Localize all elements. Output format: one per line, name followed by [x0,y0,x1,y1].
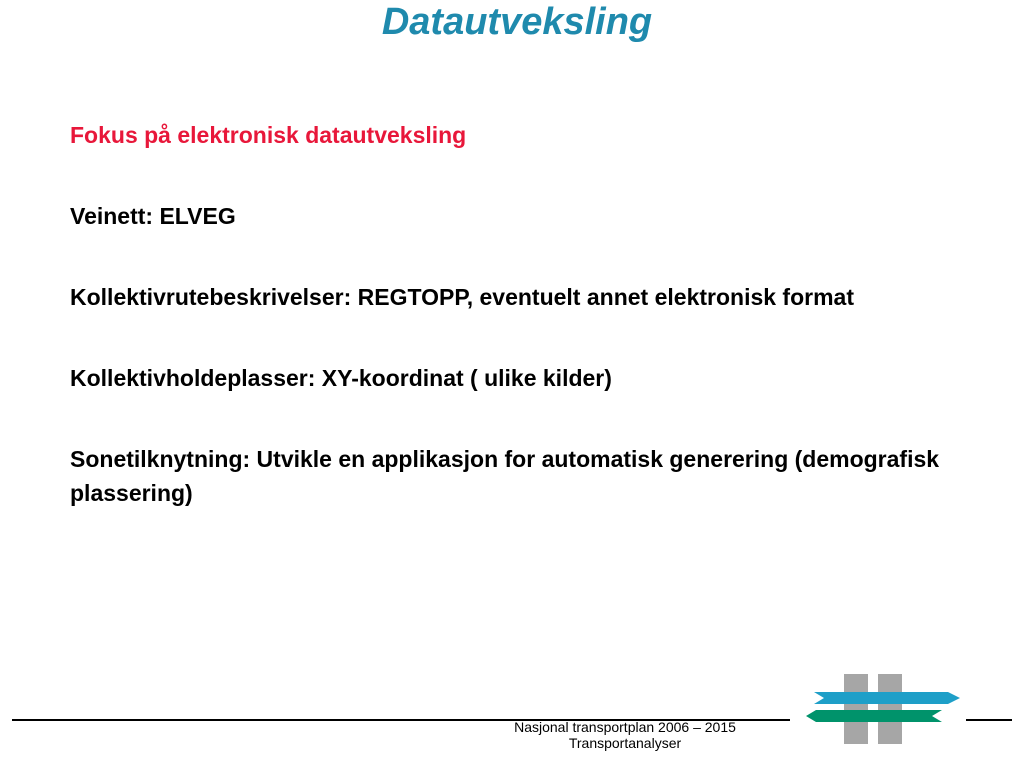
slide-title: Datautveksling [381,1,653,43]
focus-heading: Fokus på elektronisk datautveksling [70,122,467,148]
ntp-logo [792,672,964,746]
logo-gray-bar-right [878,674,902,744]
logo-blue-arrow [814,692,960,704]
footer-line-2: Transportanalyser [568,735,682,751]
logo-gray-bar-left [844,674,868,744]
footer [490,719,760,751]
slide-body [70,118,970,557]
bullet-sonetilknytning: Sonetilknytning: Utvikle en applikasjon for automatisk generering (demografisk plassering) [70,446,940,506]
footer-divider-right [966,719,1012,721]
bullet-kollektivrute: Kollektivrutebeskrivelser: REGTOPP, eventuelt annet elektronisk format [70,284,854,310]
logo-green-arrow [806,710,942,722]
bullet-holdeplasser: Kollektivholdeplasser: XY-koordinat ( ulike kilder) [70,365,612,391]
footer-line-1: Nasjonal transportplan 2006 – 2015 [514,719,736,735]
bullet-veinett: Veinett: ELVEG [70,203,236,229]
